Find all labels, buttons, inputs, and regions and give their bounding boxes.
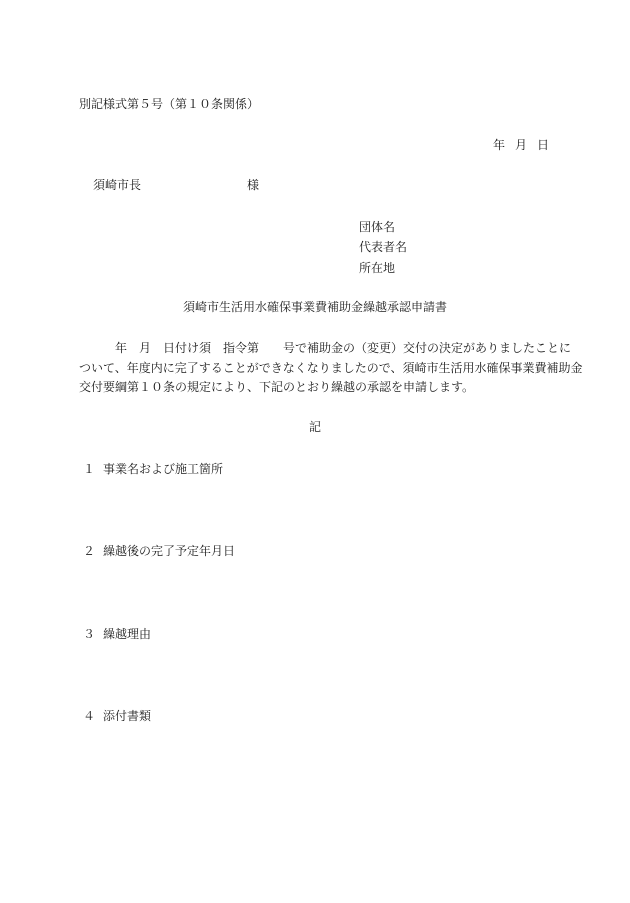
item-number: １ — [83, 462, 96, 476]
addressee-name: 須崎市長 — [93, 178, 142, 192]
body-line-1: 年 月 日付け須 指令第 号で補助金の（変更）交付の決定がありましたことに — [79, 341, 572, 355]
item-label: 事業名および施工箇所 — [103, 462, 224, 476]
item-carryover-reason — [83, 626, 151, 642]
body-line-2: ついて、年度内に完了することができなくなりましたので、須崎市生活用水確保事業費補助金 — [79, 360, 583, 375]
form-label: 別記様式第５号（第１０条関係） — [79, 97, 260, 111]
item-attachments — [83, 708, 151, 724]
applicant-org-label: 団体名 — [359, 220, 396, 234]
addressee-honorific: 様 — [247, 178, 260, 192]
item-label: 繰越後の完了予定年月日 — [103, 544, 236, 558]
addressee — [93, 177, 260, 193]
date-day: 日 — [536, 138, 549, 152]
document-title: 須崎市生活用水確保事業費補助金繰越承認申請書 — [182, 300, 447, 314]
item-label: 繰越理由 — [103, 627, 152, 641]
item-number: ２ — [83, 544, 96, 558]
ki-heading: 記 — [308, 420, 321, 434]
applicant-address-label: 所在地 — [359, 261, 396, 275]
body-line-3: 交付要綱第１０条の規定により、下記のとおり繰越の承認を申請します。 — [79, 380, 475, 394]
item-completion-date — [83, 543, 235, 559]
application-date — [493, 137, 549, 153]
applicant-representative-label: 代表者名 — [359, 240, 408, 254]
date-year: 年 — [492, 138, 505, 152]
date-month: 月 — [514, 138, 527, 152]
item-number: ４ — [83, 709, 96, 723]
item-project-name — [83, 461, 223, 477]
item-number: ３ — [83, 627, 96, 641]
body-paragraph — [79, 339, 583, 398]
item-label: 添付書類 — [103, 709, 152, 723]
